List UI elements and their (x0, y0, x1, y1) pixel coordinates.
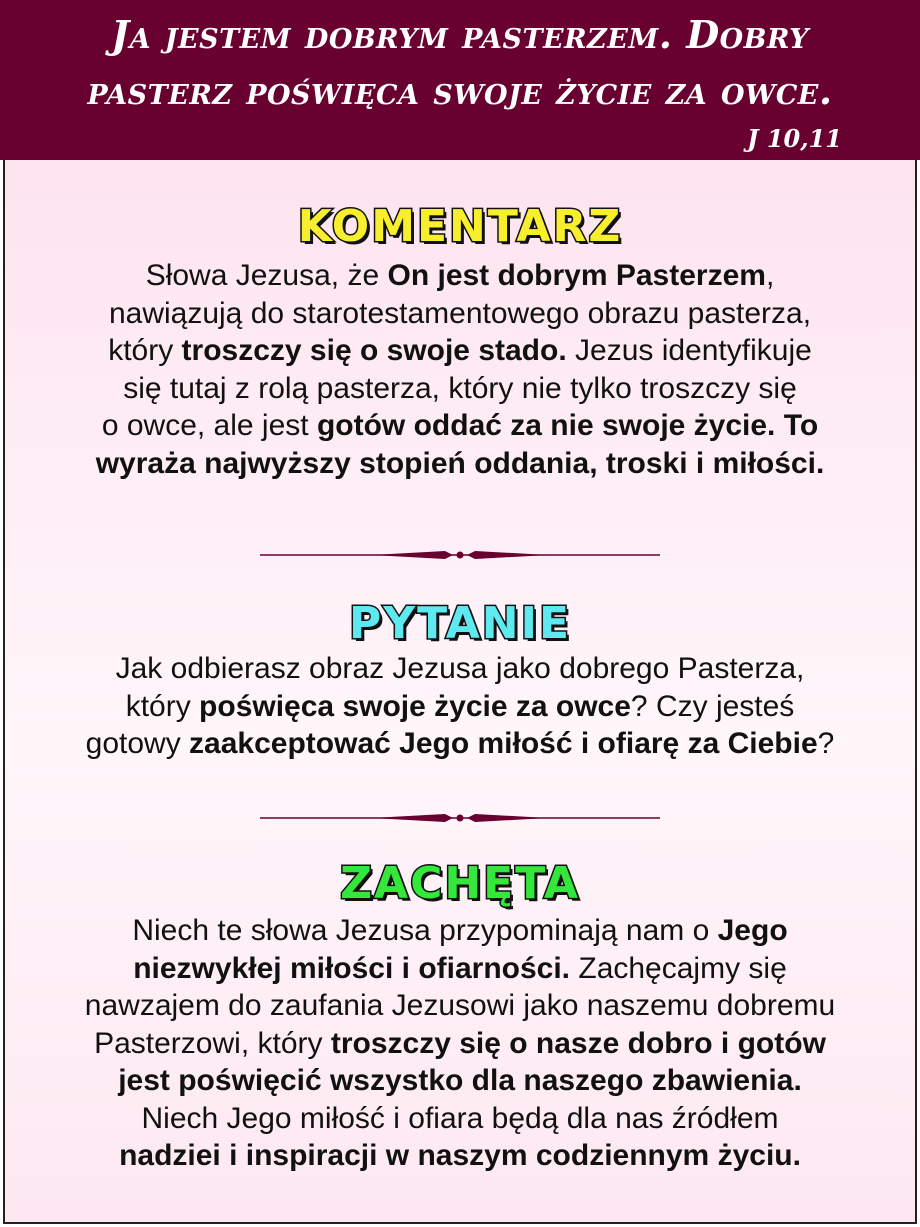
text-line (0, 1137, 920, 1175)
text-run: Słowa Jezusa, że (145, 259, 388, 292)
zacheta-text (0, 912, 920, 1175)
ornament-divider-1 (260, 545, 660, 565)
text-run: ? (817, 727, 835, 760)
text-line (0, 950, 920, 988)
text-run: się tutaj z rolą pasterza, który nie tylko troszczy się (123, 371, 797, 405)
text-run: Jezus identyfikuje (566, 334, 812, 367)
text-line (0, 1025, 920, 1063)
verse-line-1: Ja jestem dobrym pasterzem. Dobry (111, 12, 809, 57)
pytanie-title: PYTANIE (348, 598, 571, 649)
text-line (0, 1100, 920, 1138)
komentarz-text (0, 257, 920, 482)
zacheta-title: ZACHĘTA (340, 858, 580, 909)
text-line (0, 725, 920, 763)
ornament-divider-2 (260, 808, 660, 828)
text-line (0, 257, 920, 295)
text-run: nawzajem do zaufania Jezusowi jako naszemu dobremu (84, 989, 836, 1022)
verse-header (0, 0, 920, 160)
text-run: ? Czy jesteś (630, 689, 795, 723)
text-run: Niech Jego miłość i ofiara będą dla nas źródłem (141, 1101, 779, 1135)
text-line (0, 445, 920, 483)
bold-text: niezwykłej miłości i ofiarności. (133, 951, 571, 985)
bold-text: gotów oddać za nie swoje życie. To (316, 409, 819, 442)
text-line (0, 295, 920, 333)
text-run: który (125, 689, 200, 723)
text-line (0, 370, 920, 408)
text-line (0, 650, 920, 688)
text-line (0, 688, 920, 726)
text-run: nawiązują do starotestamentowego obrazu pasterza, (108, 296, 812, 330)
bold-text: On jest dobrym Pasterzem (387, 259, 766, 292)
text-run: gotowy (85, 727, 190, 760)
text-run: o owce, ale jest (101, 409, 317, 442)
text-run: , (765, 259, 775, 292)
bold-text: poświęca swoje życie za owce (199, 689, 631, 723)
bold-text: troszczy się o swoje stado. (181, 334, 567, 367)
text-run: który (108, 334, 182, 367)
bold-text: Jego (717, 914, 788, 947)
text-line (0, 1062, 920, 1100)
text-run: Zachęcajmy się (570, 951, 787, 985)
bold-text: nadziei i inspiracji w naszym codziennym życiu. (119, 1139, 801, 1172)
bold-text: troszczy się o nasze dobro i gotów (330, 1026, 826, 1060)
text-run: Jak odbierasz obraz Jezusa jako dobrego Pasterza, (115, 652, 805, 685)
text-run: Niech te słowa Jezusa przypominają nam o (132, 914, 718, 947)
text-run: Pasterzowi, który (94, 1026, 331, 1060)
text-line (0, 912, 920, 950)
bold-text: zaakceptować Jego miłość i ofiarę za Ciebie (189, 727, 818, 760)
komentarz-title: KOMENTARZ (297, 201, 623, 252)
text-line (0, 332, 920, 370)
text-line (0, 987, 920, 1025)
pytanie-text (0, 650, 920, 763)
verse-line-2: pasterz poświęca swoje życie za owce. (87, 68, 833, 113)
verse-reference: J 10,11 (747, 124, 842, 153)
text-line (0, 407, 920, 445)
bold-text: wyraża najwyższy stopień oddania, troski i miłości. (95, 446, 825, 480)
bold-text: jest poświęcić wszystko dla naszego zbawienia. (118, 1064, 802, 1097)
